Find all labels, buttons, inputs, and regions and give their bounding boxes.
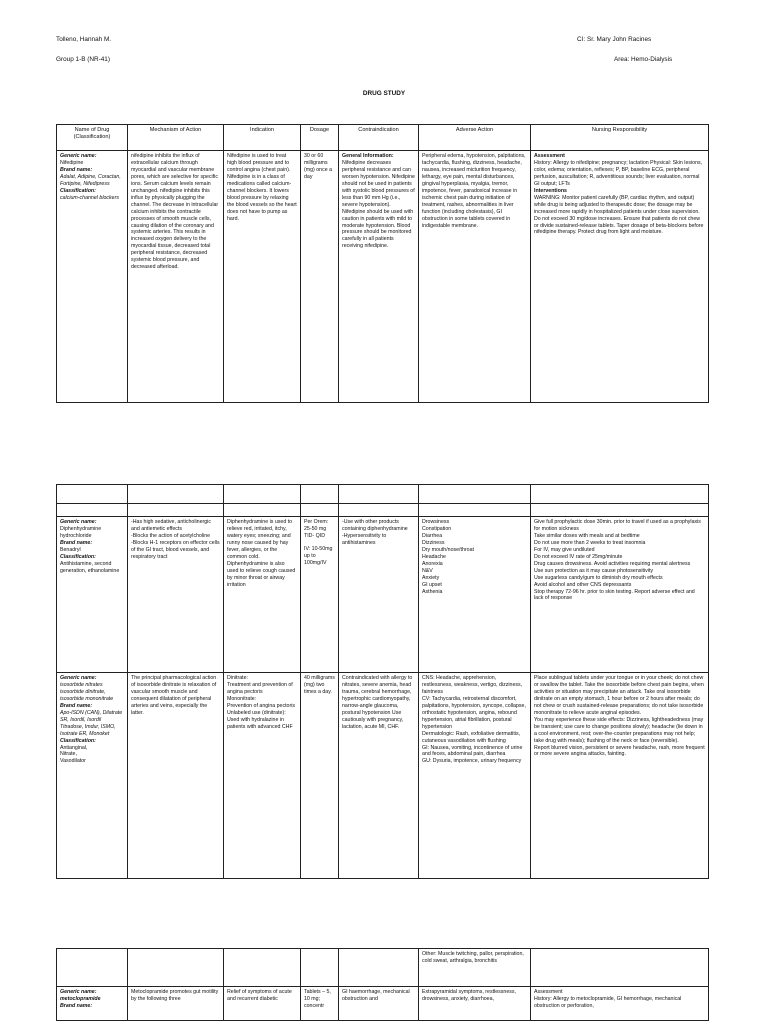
indication-line: Dinitrate: <box>227 675 249 681</box>
nursing-item: You may experience these side effects: Dizziness, lightheadedness (may be transient; use care to change positions slowly); headache (lie down in a cool environment, rest; over-the-counter preparations may not help; take drug with meals); flushing of the neck or face (reversible). <box>534 716 704 744</box>
generic-name: metoclopramide <box>60 995 101 1002</box>
indication-cell: Relief of symptoms of acute and recurrent diabetic <box>224 987 301 1021</box>
indication-line: Prevention of angina pectoris <box>227 702 296 709</box>
table-header-row <box>57 125 709 151</box>
table-row <box>57 673 709 879</box>
indication-cell <box>224 673 301 879</box>
dosage-oral: Per Orem: 25-50 mg TID- QID <box>304 519 329 539</box>
adverse-item: Asthenia <box>422 588 443 595</box>
contraindication-cell <box>339 517 419 673</box>
nursing-item: For IV, may give undiluted <box>534 546 595 553</box>
col-header-nursing: Nursing Responsibility <box>531 125 709 151</box>
adverse-cell: Peripheral edema, hypotension, palpitations, tachycardia, flushing, dizziness, headache, nausea, increased micturition frequency, lethargy, eye pain, mental disturbances, gingival hyperplasia, myalgia, tremor, impotence, fever, paradoxical increase in ischemic chest pain during initiation of treatment, rashes, abnormalities in liver function (including cholestasis), GI obstruction in some tablets covered in indigestable membrane. <box>419 151 531 403</box>
adverse-item: Headache <box>422 553 446 560</box>
generic-name: isosorbide mononitrate <box>60 695 114 702</box>
classification: calcium-channel blockers <box>60 194 119 201</box>
assessment-text: History: Allergy to metoclopramide, GI hemorrhage, mechanical obstruction or perforation, <box>534 995 682 1009</box>
adverse-item: Diarrhea <box>422 532 443 539</box>
indication-line: Unlabeled use (dinitrate): Used with hydralazine in patients with advanced CHF <box>227 709 293 730</box>
adverse-item: GI: Nausea, vomiting, incontinence of urine and feces, abdominal pain, diarrhea <box>422 744 523 758</box>
nursing-item: Use sugarless candy/gum to diminish dry mouth effects <box>534 574 663 581</box>
dosage-cell: 40 milligrams (mg) two times a day. <box>301 673 339 879</box>
adverse-item: N&V <box>422 567 433 574</box>
adverse-item: Anxiety <box>422 574 440 581</box>
indication-cell: Diphenhydramine is used to relieve red, irritated, itchy, watery eyes; sneezing; and runny nose caused by hay fever, allergies, or the common cold. Diphenhydramine is also used to relieve cough caused by minor throat or airway irritation <box>224 517 301 673</box>
contraindication-cell: Contraindicated with allergy to nitrates, severe anemia, head trauma, cerebral hemorrhage, hypertrophic cardiomyopathy, narrow-angle glaucoma, postural hypotension Use cautiously with pregnancy, lactation, acute MI, CHF. <box>339 673 419 879</box>
assessment-label: Assessment <box>534 989 563 995</box>
nursing-item: Take similar doses with meals and at bedtime <box>534 532 640 539</box>
nursing-item: Stop therapy 72-96 hr. prior to skin testing. Report adverse effect and lack of response <box>534 588 695 602</box>
brand-names: Benadryl <box>60 546 81 553</box>
dosage-iv: IV: 10-50mg up to 100mg/IV <box>304 545 333 566</box>
contraindication-cell <box>339 151 419 403</box>
mechanism-line: -Blocks the action of acetylcholine <box>131 532 211 539</box>
mechanism-cell: Metoclopramide promotes gut motility by the following three <box>128 987 224 1021</box>
document-title: DRUG STUDY <box>362 90 406 97</box>
brand-name-label: Brand name: <box>60 702 93 709</box>
nursing-item: Give full prophylactic dose 30min. prior to travel if used as a prophylaxis for motion sickness <box>534 519 701 532</box>
col-header-adverse: Adverse Action <box>419 125 531 151</box>
generic-name-label: Generic name: <box>60 153 97 159</box>
col-header-indication: Indication <box>224 125 301 151</box>
classification-label: Classification: <box>60 553 96 560</box>
nursing-cell <box>531 673 709 879</box>
drug-table-2 <box>56 484 709 879</box>
mechanism-cell: nifedipine inhibits the influx of extracellular calcium through myocardial and vascular membrane pores, which are selective for specific ions. Serum calcium levels remain unchanged. nifedipine inhibits this influx by physically plugging the channel. The decrease in intracellular calcium inhibits the contractile processes of smooth muscle cells, causing dilation of the coronary and systemic arteries. This results in increased oxygen delivery to the myocardial tissue, decreased total peripheral resistance, decreased systemic blood pressure, and decreased afterload. <box>128 151 224 403</box>
col-header-name: Name of Drug (Classification) <box>57 125 128 151</box>
adverse-item: GI upset <box>422 581 442 588</box>
contraindication-line: -Use with other products containing diphenhydramine <box>342 519 408 532</box>
interventions-label: Interventions <box>534 187 567 194</box>
brand-name-label: Brand name: <box>60 539 93 546</box>
classification-label: Classification: <box>60 187 96 194</box>
table-row <box>57 987 709 1021</box>
dosage-cell <box>301 517 339 673</box>
table-row <box>57 151 709 403</box>
nursing-cell <box>531 517 709 673</box>
group-label: Group 1-B (NR-41) <box>56 56 110 63</box>
dosage-cell: 30 or 60 milligrams (mg) once a day <box>301 151 339 403</box>
contraindication-cell: GI haemorrhage, mechanical obstruction and <box>339 987 419 1021</box>
adverse-cell <box>419 673 531 879</box>
contraindication-text: Nifedipine decreases peripheral resistance and can worsen hypotension. Nifedipine should not be used in patients with systolic blood pressures of less than 90 mm Hg (i.e., severe hypotension). Nifedipine should be used with caution in patients with mild to moderate hypotension. Blood pressure should be monitored carefully in all patients receiving nifedipine. <box>342 159 415 250</box>
classification-label: Classification: <box>60 737 96 744</box>
clinical-instructor: CI: Sr. Mary John Racines <box>577 36 652 43</box>
table-row <box>57 517 709 673</box>
classification: Vasodilator <box>60 758 86 765</box>
adverse-item: GU: Dysuria, impotence, urinary frequency <box>422 758 522 765</box>
table-row <box>57 949 709 987</box>
adverse-item: Anorexia <box>422 560 443 567</box>
nursing-cell <box>531 151 709 403</box>
brand-names: Apo-ISDN (CAN), Dilatrate SR, Isordil, Isordil Titradose, Imdur, ISMO, Isotrate ER, Monoket <box>60 709 123 737</box>
nursing-cell <box>531 987 709 1021</box>
col-header-dosage: Dosage <box>301 125 339 151</box>
mechanism-cell: The principal pharmacological action of isosorbide dinitrate is relaxation of vascular smooth muscle and consequent dilatation of peripheral arteries and veins, especially the latter. <box>128 673 224 879</box>
student-name: Tolleno, Hannah M. <box>56 36 112 43</box>
classification: Nitrate, <box>60 751 77 758</box>
indication-line: Treatment and prevention of angina pectoris <box>227 681 293 695</box>
table-spacer-row <box>57 504 709 517</box>
mechanism-cell <box>128 517 224 673</box>
adverse-item: Constipation <box>422 525 452 532</box>
indication-cell: Nifedipine is used to treat high blood pressure and to control angina (chest pain). Nifedipine is in a class of medications called calcium-channel blockers. It lowers blood pressure by relaxing the blood vessels so the heart does not have to pump as hard. <box>224 151 301 403</box>
assessment-label: Assessment <box>534 153 565 159</box>
generic-name: isosorbide dinitrate, <box>60 688 106 695</box>
adverse-cell: Extrapyramidal symptoms, restlessness, drowsiness, anxiety, diarrhoea, <box>419 987 531 1021</box>
clinical-area: Area: Hemo-Dialysis <box>614 56 673 63</box>
adverse-item: CV: Tachycardia, retrosternal discomfort, palpitations, hypotension, syncope, collapse, orthostatic hypotension, angina, rebound hypertension, atrial fibrillation, postural hypertension <box>422 695 526 730</box>
col-header-contraindication: Contraindication <box>339 125 419 151</box>
drug-table-3 <box>56 948 709 1021</box>
drug-name-cell <box>57 517 128 673</box>
assessment-text: History: Allergy to nifedipine; pregnancy; lactation Physical: Skin lesions, color, edema; orientation, reflexes; P, BP, baseline ECG, peripheral perfusion, auscultation; R, adventitious sounds; liver evaluation, normal GI output; LFTs <box>534 159 703 187</box>
adverse-item: Drowsiness <box>422 519 450 525</box>
adverse-item: CNS: Headache, apprehension, restlessness, weakness, vertigo, dizziness, faintness <box>422 675 523 695</box>
drug-name-cell <box>57 987 128 1021</box>
generic-name-label: Generic name: <box>60 675 97 681</box>
nursing-item: Drug causes drowsiness. Avoid activities requiring mental alertness <box>534 560 691 567</box>
mechanism-line: -Blocks H-1 receptors on effector cells of the GI tract, blood vessels, and respiratory tract <box>131 539 220 560</box>
nursing-item: Avoid alcohol and other CNS depressants <box>534 581 632 588</box>
drug-table-1 <box>56 124 709 403</box>
adverse-item: Dry mouth/nose/throat <box>422 546 474 553</box>
col-header-mechanism: Mechanism of Action <box>128 125 224 151</box>
adverse-item: Dizziness <box>422 539 445 546</box>
brand-name-label: Brand name: <box>60 166 93 173</box>
generic-name: isosorbide nitrates <box>60 681 103 688</box>
mechanism-line: -Has high sedative, anticholinergic and antiemetic effects <box>131 519 211 532</box>
classification: Antianginal, <box>60 744 88 751</box>
nursing-item: Use sun protection as it may cause photosensitivity <box>534 567 654 574</box>
adverse-cell <box>419 517 531 673</box>
indication-line: Mononitrate: <box>227 695 257 702</box>
brand-name-label: Brand name: <box>60 1002 93 1009</box>
nursing-item: Do not use more than 2 weeks to treat insomnia <box>534 539 646 546</box>
drug-name-cell <box>57 673 128 879</box>
table-blank-row <box>57 485 709 504</box>
adverse-item: Dermatologic: Rash, exfoliative dermatitis, cutaneous vasodilation with flushing <box>422 730 521 744</box>
adverse-cell: Other: Muscle twitching, pallor, perspiration, cold sweat, arthralgia, bronchitis <box>419 949 531 987</box>
contraindication-label: General Information: <box>342 153 394 159</box>
generic-name: Nifedipine <box>60 159 84 166</box>
generic-name-label: Generic name: <box>60 519 97 525</box>
brand-names: Adalat, Adipine, Coractan, Fortipine, Nifedipress <box>60 173 121 187</box>
dosage-cell: Tablets – 5, 10 mg; concentr <box>301 987 339 1021</box>
generic-name: Diphenhydramine hydrochloride <box>60 525 102 539</box>
interventions-text: WARNING: Monitor patient carefully (BP, cardiac rhythm, and output) while drug is being adjusted to therapeutic dose; the dosage may be increased more rapidly in hospitalized patients under close supervision. Do not exceed 30 mg/dose increases. Ensure that patients do not chew or divide sustained-release tablets. Taper dosage of beta-blockers before nifedipine therapy. Protect drug from light and moisture. <box>534 194 704 236</box>
drug-name-cell <box>57 151 128 403</box>
nursing-item: Place sublingual tablets under your tongue or in your cheek; do not chew or swallow the tablet. Take the isosorbide before chest pain begins, when activities or situation may precipitate an attack. Take oral isosorbide dinitrate on an empty stomach, 1 hour before or 2 hours after meals; do not chew or crush sustained-release preparations; do not take isosorbide mononitrate to relieve acute anginal episodes. <box>534 675 704 716</box>
classification: Antihistamine, second generation, ethanolamine <box>60 560 120 574</box>
contraindication-line: -Hypersensitivity to antihistamines <box>342 532 387 546</box>
nursing-item: Do not exceed IV rate of 25mg/minute <box>534 553 623 560</box>
nursing-item: Report blurred vision, persistent or severe headache, rash, more frequent or more severe angina attacks, fainting. <box>534 744 705 758</box>
generic-name-label: Generic name: <box>60 989 97 995</box>
